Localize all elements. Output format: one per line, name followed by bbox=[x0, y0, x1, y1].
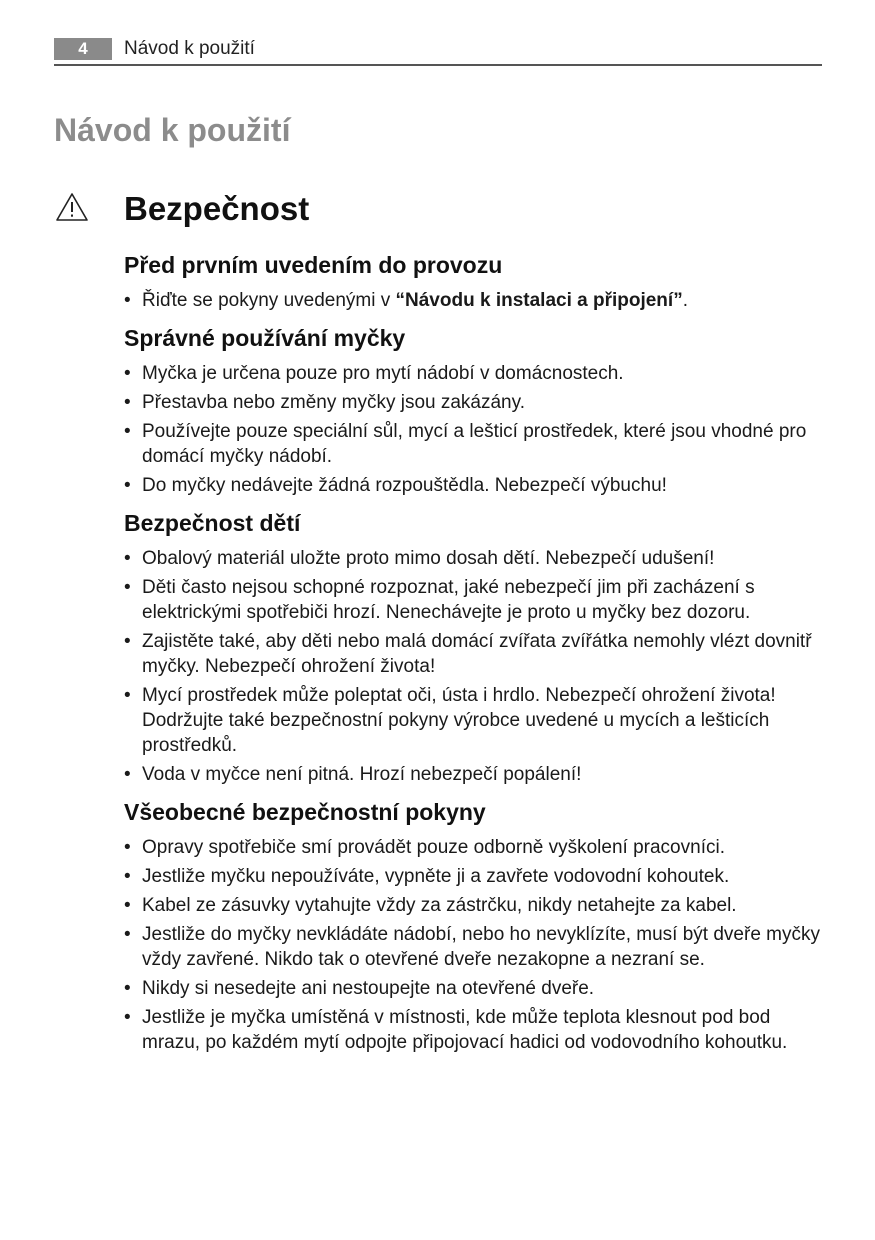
list-item: • Jestliže myčku nepoužíváte, vypněte ji a zavřete vodovodní kohoutek. bbox=[124, 864, 824, 889]
subsection-first-use bbox=[124, 250, 824, 313]
list-item: • Jestliže do myčky nevkládáte nádobí, nebo ho nevyklízíte, musí být dveře myčky vždy zavřené. Nikdo tak o otevřené dveře nezakopne a nezraní se. bbox=[124, 922, 824, 972]
list-item: • Opravy spotřebiče smí provádět pouze odborně vyškolení pracovníci. bbox=[124, 835, 824, 860]
bullet-list bbox=[124, 546, 824, 787]
bullet-list bbox=[124, 361, 824, 498]
list-item: • Do myčky nedávejte žádná rozpouštědla. Nebezpečí výbuchu! bbox=[124, 473, 824, 498]
subsection-proper-use bbox=[124, 323, 824, 498]
content bbox=[124, 250, 824, 1065]
subsection-general-safety bbox=[124, 797, 824, 1055]
subsection-title: Před prvním uvedením do provozu bbox=[124, 252, 503, 278]
manual-reference: “Návodu k instalaci a připojení” bbox=[395, 290, 683, 311]
subsection-title: Všeobecné bezpečnostní pokyny bbox=[124, 799, 486, 825]
list-item: • Přestavba nebo změny myčky jsou zakázány. bbox=[124, 390, 824, 415]
list-item: • Nikdy si nesedejte ani nestoupejte na otevřené dveře. bbox=[124, 976, 824, 1001]
list-item: • Jestliže je myčka umístěná v místnosti, kde může teplota klesnout pod bod mrazu, po každém mytí odpojte připojovací hadici od vodovodního kohoutku. bbox=[124, 1005, 824, 1055]
bullet-list bbox=[124, 835, 824, 1055]
list-item: • Obalový materiál uložte proto mimo dosah dětí. Nebezpečí udušení! bbox=[124, 546, 824, 571]
document-title: Návod k použití bbox=[54, 112, 291, 148]
list-item: • Děti často nejsou schopné rozpoznat, jaké nebezpečí jim při zacházení s elektrickými spotřebiči hrozí. Nenechávejte je proto u myčky bez dozoru. bbox=[124, 575, 824, 625]
subsection-child-safety bbox=[124, 508, 824, 787]
list-item: • Zajistěte také, aby děti nebo malá domácí zvířata zvířátka nemohly vlézt dovnitř myčky. Nebezpečí ohrožení života! bbox=[124, 629, 824, 679]
list-item: • Kabel ze zásuvky vytahujte vždy za zástrčku, nikdy netahejte za kabel. bbox=[124, 893, 824, 918]
warning-triangle-icon bbox=[55, 192, 89, 222]
list-item: • Myčka je určena pouze pro mytí nádobí v domácnostech. bbox=[124, 361, 824, 386]
list-item: • Používejte pouze speciální sůl, mycí a lešticí prostředek, které jsou vhodné pro domácí myčky nádobí. bbox=[124, 419, 824, 469]
page-header bbox=[54, 36, 822, 66]
bullet-list bbox=[124, 288, 824, 313]
subsection-title: Správné používání myčky bbox=[124, 325, 406, 351]
list-item: • Mycí prostředek může poleptat oči, ústa i hrdlo. Nebezpečí ohrožení života! Dodržujte také bezpečnostní pokyny výrobce uvedené u mycích a lešticích prostředků. bbox=[124, 683, 824, 758]
section-title: Bezpečnost bbox=[124, 190, 310, 227]
list-item: • Voda v myčce není pitná. Hrozí nebezpečí popálení! bbox=[124, 762, 824, 787]
subsection-title: Bezpečnost dětí bbox=[124, 510, 301, 536]
header-title: Návod k použití bbox=[124, 38, 255, 59]
list-item: • Řiďte se pokyny uvedenými v “Návodu k instalaci a připojení”. bbox=[124, 288, 824, 313]
page-number: 4 bbox=[54, 38, 112, 60]
